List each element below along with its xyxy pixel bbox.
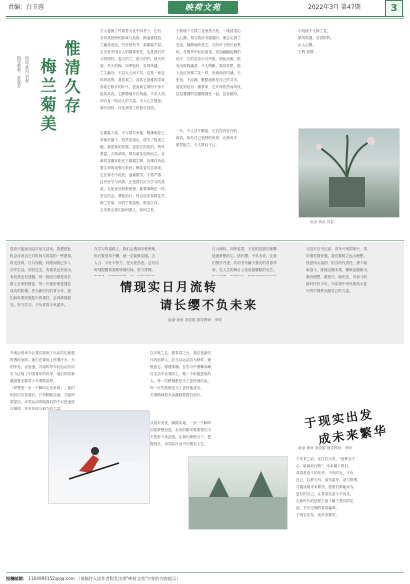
text-line: 与激情，更有坚持与毅力的力量。 bbox=[10, 407, 64, 410]
text-line: 它们是中国文人的精神寄托，也是我们学 bbox=[100, 50, 165, 54]
text-line: 冬奥会的举办让我们看到了运动员们顽强 bbox=[10, 351, 75, 355]
footer-email[interactable]: 1164994152@qq.com bbox=[28, 576, 75, 581]
text-line: 习近平总书记说：青年兴则国家兴，青 bbox=[306, 247, 368, 251]
text-line: 坚定信念，勇敢前行，终会迎来春暖花开。 bbox=[100, 194, 168, 198]
article3-title-b: 成未来繁华 bbox=[317, 423, 389, 447]
text-line: 在生活中乐观向上，做一个积极进取的 bbox=[150, 372, 212, 376]
article2-byline: 南部·黄河 刘佳丽 指导教师：李坤 bbox=[168, 318, 222, 322]
text-line: 兰幽香清远，竹坚韧有节，菊傲霜不屈。 bbox=[100, 43, 165, 47]
text-line: 张扬，不浮躁，默默地散发自己的芬芳。 bbox=[176, 78, 241, 82]
text-line: 年强则国家强。我们要树立远大理想， bbox=[306, 254, 368, 258]
text-line: 追逐梦想的心。请长缨，不负未来，让我 bbox=[212, 254, 277, 258]
text-line: 在新时代的征程上留下属于我们的足 bbox=[296, 499, 354, 503]
article3-column-4 bbox=[296, 456, 402, 568]
text-line: 天的努力来创造，让我们珍惜当下，把 bbox=[150, 435, 212, 439]
text-line: 着生命的顽强与美好。梅花香自苦寒来， bbox=[100, 166, 165, 170]
section-banner: 映荷文苑 bbox=[168, 1, 238, 14]
text-line: 握现在，用实际行动书写精彩人生。 bbox=[150, 442, 208, 446]
article1-title-b: 梅兰菊美 bbox=[38, 58, 57, 134]
text-line: 样的境界。我喜欢兰，喜欢它淡雅的清香， bbox=[100, 78, 168, 82]
text-line: 砺奋斗，练就过硬本领，锤炼品德修为。 bbox=[306, 268, 371, 272]
section-separator bbox=[6, 240, 404, 241]
text-line: 才能成就未来繁华。愿我们都能成为 bbox=[296, 485, 354, 489]
article2-column-1 bbox=[10, 246, 88, 342]
text-line: 于现实出发，成未来繁华。 bbox=[296, 513, 340, 517]
text-line: 们肩负着民族复兴的重任，必须珍惜韶 bbox=[10, 296, 72, 300]
text-line: 心，砥砺前行路"，未来属于我们。 bbox=[296, 464, 352, 468]
text-line: 望星空。冰雪运动带给我们的不仅是速度 bbox=[10, 400, 75, 404]
article1-column-3 bbox=[176, 28, 294, 128]
text-line: 有收获也有遗憾。每一段经历都是成长 bbox=[10, 275, 72, 279]
text-line: 青春是奋斗的年华，不负时光，不负 bbox=[296, 471, 354, 475]
text-line: 千年来之前，往往在出发，"追梦赤子 bbox=[296, 457, 356, 461]
text-line: 新时代好少年，为实现中华民族伟大复 bbox=[306, 282, 368, 286]
text-line: 日月流转，四季更替，不变的是我们那颗 bbox=[212, 247, 277, 251]
landscape-illustration bbox=[189, 457, 287, 529]
text-line bbox=[94, 274, 206, 276]
text-line: 更好的自己，让青春在奋斗中闪光， bbox=[296, 492, 354, 496]
text-line: 们携手并进，共同书写属于我们的青春华 bbox=[212, 261, 277, 265]
article1-photo-caption: 南部·黄河 刘春 bbox=[310, 220, 334, 224]
text-line: 做有理想、敢担当、能吃苦、肯奋斗的 bbox=[306, 275, 368, 279]
text-line: 机会谈谈自己对时间与青春的一些感悟。 bbox=[10, 254, 75, 258]
text-line: 抢的从容。它静静地开在角落，不求人知， bbox=[100, 92, 168, 96]
article3-column-1 bbox=[10, 350, 144, 410]
text-line: 人心脾。每当我读书疲倦时，便会走到兰 bbox=[176, 36, 241, 40]
text-line: 梅兰竹菊，四君子的品格，惟清久存。 bbox=[100, 201, 162, 205]
text-line: 成功的阶梯。作为新时代的青少年，我 bbox=[10, 289, 72, 293]
text-line: 质。无论身处何种困境，都要像梅花一样， bbox=[100, 187, 168, 191]
article1-byline-b: 指导教师：陈俊芳 bbox=[17, 56, 22, 88]
header-rule bbox=[6, 16, 404, 17]
text-line: 代的追梦人，应当以运动员为榜样，锤 bbox=[150, 358, 212, 362]
text-line: 但只要坚持不懈，就一定能够克服。古 bbox=[94, 254, 156, 258]
text-line: 向着梦想前进。未来的繁华需要我们今 bbox=[150, 428, 212, 432]
text-line: 沁人心脾。 bbox=[298, 43, 316, 47]
text-line: 傲然挺立，令人赞叹不已。 bbox=[176, 143, 220, 147]
article2-column-2 bbox=[94, 246, 206, 276]
text-line: 冬奥精神将永远激励着我们前行。 bbox=[150, 393, 204, 397]
text-line: 古人将梅兰竹菊誉为花中四君子，它们 bbox=[100, 29, 162, 33]
text-line: 一片，令人目不暇接，它们没有牡丹的 bbox=[176, 129, 238, 133]
text-line: 在学习的道路上，我们会遇到各种困难， bbox=[94, 247, 159, 251]
text-line: 人。每一次跌倒都是为了更好地站起， bbox=[150, 379, 212, 383]
text-line: 王辉 供图 bbox=[298, 50, 314, 54]
text-line: 拼搏的身影。他们在赛场上挥洒汗水，为 bbox=[10, 358, 75, 362]
article3-title-a: 于现实出发 bbox=[303, 407, 375, 431]
text-line: 初中生活。回首过去，有欢笑也有泪水， bbox=[10, 268, 75, 272]
winter-photo bbox=[188, 456, 288, 530]
text-line: 炼意志，强健体魄。在学习中勇攀高峰， bbox=[150, 365, 215, 369]
article1-column-1 bbox=[100, 28, 168, 128]
text-line: 章，在人生的舞台上绽放最耀眼的光芒。 bbox=[212, 268, 277, 272]
text-line: 兴的中国梦贡献自己的力量。 bbox=[306, 289, 353, 293]
text-line: 光，努力学习，不负青春不负韶华。 bbox=[10, 303, 68, 307]
text-line: 习的榜样。春天的兰，夏天的竹，秋天的 bbox=[100, 57, 165, 61]
text-line: 很高兴能参加这次征文活动，我想借此 bbox=[10, 247, 72, 251]
text-line: 从现实出发，脚踏实地，一步一个脚印 bbox=[150, 421, 212, 425]
text-line: 它傲霜斗寒，不与群芳争艳，陶渊明爱之， bbox=[100, 131, 168, 135]
text-line: 迹，书写无悔的青春篇章。 bbox=[296, 506, 340, 510]
text-line: 国争光。谷爱凌、苏翊鸣等年轻运动员用 bbox=[10, 365, 75, 369]
article1-title-a: 惟清久存 bbox=[62, 40, 81, 116]
text-line: 人云：少壮不努力，老大徒伤悲。这句话 bbox=[94, 261, 159, 265]
text-line: 花前，静静地欣赏它。它的叶子细长而柔 bbox=[176, 43, 241, 47]
article1-column-3b bbox=[176, 128, 294, 228]
text-line: 热爱伟大祖国，担当时代责任，勇于砥 bbox=[306, 261, 368, 265]
text-line: 每一次失败都是为了更好地成功。 bbox=[150, 386, 204, 390]
text-line: 菊，冬天的梅，四季轮转，各领风骚。 bbox=[100, 64, 162, 68]
article2-title: 情现实日月流转 bbox=[120, 280, 219, 294]
ski-photo bbox=[48, 410, 150, 504]
article2-column-3 bbox=[212, 246, 300, 276]
article3-column-3 bbox=[150, 420, 290, 454]
text-line: 人也应该像兰花一样，低调而有内涵，不 bbox=[176, 71, 241, 75]
text-line: 它在寒冬中绽放，凌霜傲雪，不畏严寒。 bbox=[100, 173, 165, 177]
article1-photo bbox=[298, 128, 400, 218]
text-line: 实力证明了中国青年的风采，他们的故事 bbox=[10, 372, 75, 376]
text-line: 路上宝贵的财富，每一次挫折都是通往 bbox=[10, 282, 72, 286]
text-line: 喜欢它修长的叶片，更喜欢它那份不争不 bbox=[100, 85, 165, 89]
footer-note: （请稿件入选作者附发送带"映荷文苑"字样的内容提示） bbox=[76, 576, 181, 581]
text-line: 菊花则是另一番景象，它开得热烈而奔放， bbox=[176, 85, 245, 89]
article2-subtitle: 请长缨不负未来 bbox=[160, 298, 259, 312]
text-line: 雍容，却有自己独特的风骨，在秋风中 bbox=[176, 136, 238, 140]
text-line: 自己，以梦为马，莫负韶华，奋力拼搏， bbox=[296, 478, 361, 482]
text-line: 以冬奥之名，燃青春之火。我们是新时 bbox=[150, 351, 212, 355]
article1-byline-a: 西部·黄河 刘春 bbox=[25, 56, 30, 83]
article2-column-4 bbox=[306, 246, 402, 342]
issue-date: 2022年3月 第47期 bbox=[308, 4, 361, 11]
footer-email-label: 投稿邮箱： bbox=[6, 576, 27, 581]
text-line: 菊开深秋，百花凋零之时独自绽放。 bbox=[100, 106, 158, 110]
text-line: 发出阵阵幽香，令人陶醉。我常常想，做 bbox=[176, 64, 241, 68]
footer bbox=[6, 574, 404, 583]
text-line: 微风吹拂，清香阵阵， bbox=[298, 36, 334, 40]
text-line: 采菊东篱下，悠然见南山，道尽了隐逸之 bbox=[100, 138, 165, 142]
article3-byline: 南部·黄河 刘佳丽 指导教师：李坤 bbox=[298, 446, 352, 450]
editor-label: 责编：白玉蓉 bbox=[8, 4, 45, 11]
text-line: 激励着无数青少年勇敢追梦。 bbox=[10, 379, 57, 383]
text-line: 软，在微风中轻轻摇曳，宛如翩翩起舞的 bbox=[176, 50, 241, 54]
text-line: 各有其独特的韵味与品格。梅凌寒独放， bbox=[100, 36, 165, 40]
text-line: 时光荏苒，日月如梭，转眼间我已步入 bbox=[10, 261, 72, 265]
text-line: 这份坚守与执着，正是我们应当学习的品 bbox=[100, 180, 165, 184]
footer-rule bbox=[6, 572, 404, 573]
text-line: 仙子。它的花朵小巧玲珑，颜色淡雅，散 bbox=[176, 57, 241, 61]
text-line: 的经历告诉我们，只有脚踏实地，才能仰 bbox=[10, 393, 75, 397]
article1-column-2 bbox=[100, 130, 168, 230]
text-line: 它们教会我们如何做人，如何立世。 bbox=[100, 208, 158, 212]
text-line: 趣。我爱菊的坚强，更爱它的淡泊。秋风 bbox=[100, 145, 165, 149]
text-line: 「梦想是一步一个脚印走出来的」，他们 bbox=[10, 386, 75, 390]
text-line: 时刻提醒着我要珍惜时间，努力拼搏。 bbox=[94, 268, 156, 272]
page-number-badge: 3 bbox=[385, 0, 403, 17]
text-line bbox=[212, 274, 300, 276]
article1-column-4 bbox=[298, 28, 402, 126]
text-line: 却自有一股动人的力量，令人心生敬意。 bbox=[100, 99, 165, 103]
text-line: 小院墙下几株兰花悄然开放，一缕清香沁 bbox=[176, 29, 241, 33]
text-line: 兰生幽谷，不以无人而不芳，这是一种怎 bbox=[100, 71, 165, 75]
text-line: 小院墙下几株兰花， bbox=[298, 29, 331, 33]
flower-pot-illustration bbox=[299, 129, 399, 217]
text-line: 萧瑟，万物凋零，唯有菊花迎风而立，金 bbox=[100, 152, 165, 156]
text-line: 层层叠叠的花瓣簇拥在一起，色彩缤纷。 bbox=[176, 92, 241, 96]
skier-illustration bbox=[49, 411, 149, 503]
header-rule-thin bbox=[6, 18, 404, 19]
text-line: 黄的花瓣在阳光下熠熠生辉，仿佛在诉说 bbox=[100, 159, 165, 163]
